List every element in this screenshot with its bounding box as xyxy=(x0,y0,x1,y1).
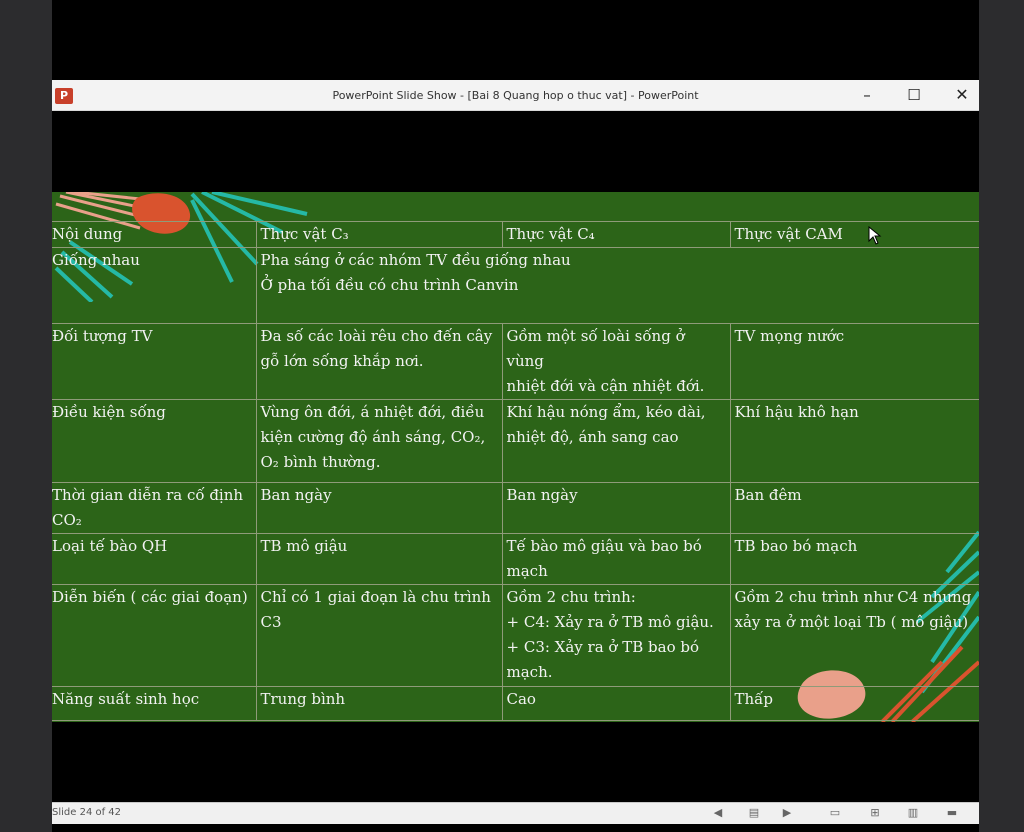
c4-cell xyxy=(502,687,730,721)
header-cell: Thực vật CAM xyxy=(730,222,979,248)
header-cell: Thực vật C₃ xyxy=(256,222,502,248)
normal-view-icon[interactable]: ▭ xyxy=(829,806,841,819)
title-bar[interactable] xyxy=(52,80,979,111)
maximize-button[interactable]: ☐ xyxy=(907,86,921,104)
c4-cell xyxy=(502,534,730,585)
c4-cell xyxy=(502,483,730,534)
table-row xyxy=(52,324,979,400)
merged-cell xyxy=(256,248,979,324)
slideshow-window xyxy=(52,80,979,832)
cell-line: Khí hậu khô hạn xyxy=(734,403,859,421)
previous-slide-icon[interactable]: ◀ xyxy=(713,806,723,819)
cell-line: Ở pha tối đều có chu trình Canvin xyxy=(260,276,519,294)
cam-cell xyxy=(730,687,979,721)
c3-cell xyxy=(256,534,502,585)
c3-cell xyxy=(256,585,502,687)
cell-line: + C3: Xảy ra ở TB bao bó xyxy=(506,638,699,656)
header-cell: Thực vật C₄ xyxy=(502,222,730,248)
cam-cell xyxy=(730,585,979,687)
cell-line: Tế bào mô giậu và bao bó xyxy=(506,537,702,555)
powerpoint-app-icon: P xyxy=(55,88,73,104)
cell-line: Cao xyxy=(506,690,536,708)
cell-line: + C4: Xảy ra ở TB mô giậu. xyxy=(506,613,714,631)
row-label: Năng suất sinh học xyxy=(52,687,256,721)
cell-line: CO₂ xyxy=(52,511,82,529)
c3-cell xyxy=(256,483,502,534)
cell-line: Đa số các loài rêu cho đến cây xyxy=(260,327,493,345)
c3-cell xyxy=(256,687,502,721)
table-row xyxy=(52,687,979,721)
c4-cell xyxy=(502,585,730,687)
cell-line: Ban ngày xyxy=(260,486,332,504)
window-title: PowerPoint Slide Show - [Bai 8 Quang hop o thuc vat] - PowerPoint xyxy=(332,89,699,102)
cell-line: Chỉ có 1 giai đoạn là chu trình xyxy=(260,588,491,606)
right-dark-margin xyxy=(979,0,1024,832)
cell-line: Ban đêm xyxy=(734,486,802,504)
cell-line: Thời gian diễn ra cố định xyxy=(52,486,244,504)
cell-line: nhiệt độ, ánh sang cao xyxy=(506,428,679,446)
row-label xyxy=(52,483,256,534)
slideshow-view-icon[interactable]: ▬ xyxy=(946,806,958,819)
cell-line: mạch xyxy=(506,562,548,580)
cell-line: Thấp xyxy=(734,690,773,708)
minimize-button[interactable]: – xyxy=(863,86,871,104)
cell-line: Ban ngày xyxy=(506,486,578,504)
slide-sorter-icon[interactable]: ⊞ xyxy=(870,806,880,819)
reading-view-icon[interactable]: ▥ xyxy=(907,806,919,819)
c3-cell xyxy=(256,400,502,483)
cell-line: Khí hậu nóng ẩm, kéo dài, xyxy=(506,403,706,421)
table-row xyxy=(52,400,979,483)
cell-line: xảy ra ở một loại Tb ( mô giậu) xyxy=(734,613,969,631)
cell-line: C3 xyxy=(260,613,282,631)
slide-canvas[interactable] xyxy=(52,192,979,722)
cell-line: kiện cường độ ánh sáng, CO₂, xyxy=(260,428,486,446)
cell-line: Gồm 2 chu trình như C4 nhưng xyxy=(734,588,972,606)
cell-line: gỗ lớn sống khắp nơi. xyxy=(260,352,424,370)
cell-line: TB mô giậu xyxy=(260,537,348,555)
row-label: Giống nhau xyxy=(52,248,256,324)
cell-line: TB bao bó mạch xyxy=(734,537,858,555)
row-label: Loại tế bào QH xyxy=(52,534,256,585)
cell-line: Gồm 2 chu trình: xyxy=(506,588,636,606)
cell-line: O₂ bình thường. xyxy=(260,453,381,471)
cell-line: mạch. xyxy=(506,663,553,681)
table-row xyxy=(52,585,979,687)
cam-cell xyxy=(730,534,979,585)
row-label: Diễn biến ( các giai đoạn) xyxy=(52,585,256,687)
comparison-table xyxy=(52,221,979,721)
cell-line: TV mọng nước xyxy=(734,327,845,345)
c4-cell xyxy=(502,400,730,483)
left-dark-margin xyxy=(0,0,52,832)
c4-cell xyxy=(502,324,730,400)
cell-line: Vùng ôn đới, á nhiệt đới, điều xyxy=(260,403,485,421)
next-slide-icon[interactable]: ▶ xyxy=(782,806,792,819)
close-button[interactable]: ✕ xyxy=(955,85,969,104)
cam-cell xyxy=(730,324,979,400)
cam-cell xyxy=(730,400,979,483)
slide-menu-icon[interactable]: ▤ xyxy=(748,806,760,819)
cam-cell xyxy=(730,483,979,534)
row-label: Đối tượng TV xyxy=(52,324,256,400)
table-row xyxy=(52,534,979,585)
slide-counter: Slide 24 of 42 xyxy=(52,807,122,818)
table-row xyxy=(52,483,979,534)
header-cell: Nội dung xyxy=(52,222,256,248)
cell-line: Trung bình xyxy=(260,690,346,708)
cell-line: Pha sáng ở các nhóm TV đều giống nhau xyxy=(260,251,571,269)
status-bar xyxy=(52,802,979,824)
row-label: Điều kiện sống xyxy=(52,400,256,483)
cell-line: nhiệt đới và cận nhiệt đới. xyxy=(506,377,705,395)
table-row xyxy=(52,248,979,324)
table-header-row xyxy=(52,222,979,248)
c3-cell xyxy=(256,324,502,400)
cell-line: Gồm một số loài sống ở vùng xyxy=(506,327,685,370)
